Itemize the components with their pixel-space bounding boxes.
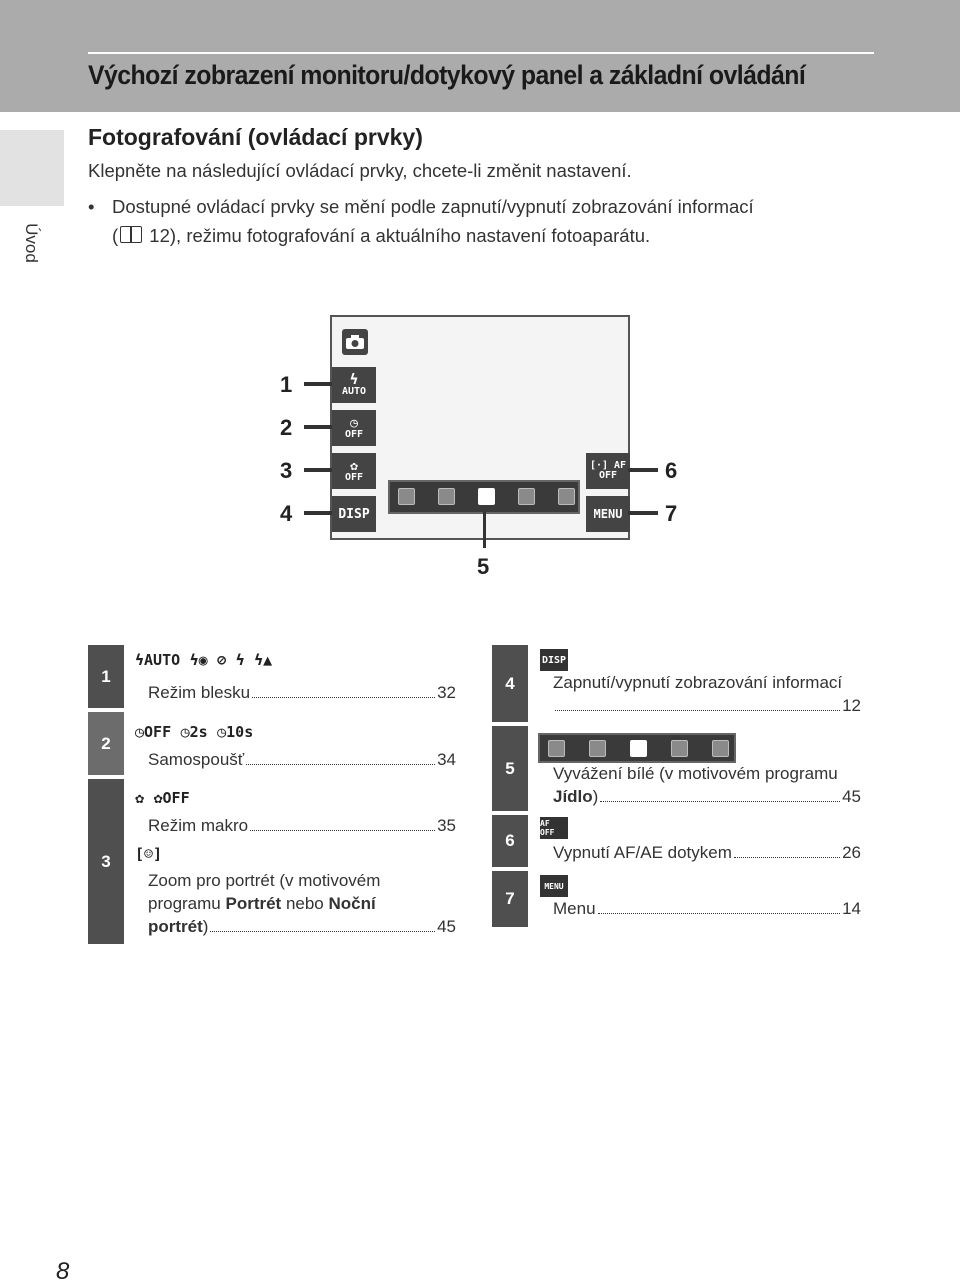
macro-off-icon[interactable]: ✿ OFF — [332, 453, 376, 489]
white-balance-bar — [538, 733, 736, 763]
callout-leader — [628, 468, 658, 472]
self-timer-off-icon[interactable]: ◷ OFF — [332, 410, 376, 446]
macro-icons — [135, 788, 190, 808]
wb-option[interactable] — [438, 488, 455, 505]
disp-entry-label: Zapnutí/vypnutí zobrazování informací — [553, 673, 843, 692]
intro-text: Klepněte na následující ovládací prvky, chcete-li změnit nastavení. — [88, 160, 632, 181]
bullet-line-2: ( 12), režimu fotografování a aktuálního nastavení fotoaparátu. — [112, 225, 651, 246]
side-tab — [0, 130, 64, 206]
callout-2: 2 — [280, 415, 293, 440]
bullet-dot: • — [88, 196, 95, 217]
callout-leader — [628, 511, 658, 515]
callout-4: 4 — [280, 501, 293, 526]
callout-1: 1 — [280, 372, 293, 397]
row-number: 5 — [492, 726, 528, 811]
menu-icon[interactable]: MENU — [586, 496, 630, 532]
white-balance-bar — [388, 480, 580, 514]
camera-monitor-diagram — [330, 315, 630, 540]
callout-leader — [304, 511, 332, 515]
menu-icon: MENU — [540, 875, 568, 897]
wb-option[interactable] — [518, 488, 535, 505]
self-timer-off-icon: ◷OFF — [135, 723, 172, 741]
wb-option-selected[interactable] — [478, 488, 495, 505]
callout-leader — [304, 425, 332, 429]
wb-entry-page: Jídlo ) 45 — [553, 787, 861, 806]
portrait-zoom-line-2: programu Portrét nebo Noční — [148, 894, 376, 913]
flash-slow-sync-icon: ϟ▲ — [254, 651, 273, 669]
wb-option[interactable] — [398, 488, 415, 505]
flash-mode-icons — [135, 650, 272, 670]
portrait-zoom-icon: [☺] — [135, 845, 163, 863]
chapter-title: Výchozí zobrazení monitoru/dotykový panel a základní ovládání — [88, 60, 806, 90]
chapter-header — [0, 0, 960, 112]
disp-entry-page: 12 — [553, 696, 861, 716]
wb-option — [712, 740, 729, 757]
self-timer-icons — [135, 722, 253, 742]
touch-af-off-icon[interactable]: [·] AF OFF — [586, 453, 630, 489]
flash-mode-entry: Režim blesku 32 — [148, 683, 456, 702]
macro-on-icon: ✿ — [135, 789, 145, 807]
wb-option — [548, 740, 565, 757]
callout-7: 7 — [665, 501, 678, 526]
row-number: 6 — [492, 815, 528, 867]
bullet-line-1: Dostupné ovládací prvky se mění podle zapnutí/vypnutí zobrazování informací — [112, 196, 754, 217]
wb-option — [671, 740, 688, 757]
portrait-zoom-entry: portrét ) 45 — [148, 917, 456, 936]
side-tab-label: Úvod — [21, 223, 41, 263]
row-number: 2 — [88, 712, 124, 775]
macro-entry: Režim makro 35 — [148, 816, 456, 835]
disp-icon: DISP — [540, 649, 568, 671]
touch-af-entry: Vypnutí AF/AE dotykem 26 — [553, 843, 861, 862]
flash-fill-icon: ϟ — [235, 651, 245, 669]
flash-auto-icon: ϟAUTO — [135, 651, 181, 669]
wb-entry-label: Vyvážení bílé (v motivovém programu — [553, 764, 838, 783]
callout-3: 3 — [280, 458, 293, 483]
callout-5: 5 — [477, 554, 490, 579]
macro-off-icon: ✿OFF — [153, 789, 190, 807]
wb-option — [589, 740, 606, 757]
page-number: 8 — [56, 1258, 70, 1285]
portrait-zoom-line-1: Zoom pro portrét (v motivovém — [148, 871, 381, 890]
touch-af-off-icon: AF OFF — [540, 817, 568, 839]
section-title: Fotografování (ovládací prvky) — [88, 124, 423, 150]
disp-icon[interactable]: DISP — [332, 496, 376, 532]
camera-icon — [342, 329, 368, 355]
self-timer-10s-icon: ◷10s — [217, 723, 254, 741]
row-number: 3 — [88, 779, 124, 944]
wb-option[interactable] — [558, 488, 575, 505]
row-number: 4 — [492, 645, 528, 722]
callout-leader — [304, 382, 332, 386]
callout-6: 6 — [665, 458, 678, 483]
menu-entry: Menu 14 — [553, 899, 861, 918]
flash-redeye-icon: ϟ◉ — [189, 651, 208, 669]
flash-auto-icon[interactable]: ϟ AUTO — [332, 367, 376, 403]
flash-off-icon: ⊘ — [217, 651, 227, 669]
wb-option-selected — [630, 740, 647, 757]
book-reference-icon — [120, 226, 142, 243]
self-timer-entry: Samospoušť 34 — [148, 750, 456, 769]
row-number: 7 — [492, 871, 528, 927]
row-number: 1 — [88, 645, 124, 708]
callout-leader — [304, 468, 332, 472]
self-timer-2s-icon: ◷2s — [180, 723, 208, 741]
header-rule — [88, 52, 874, 54]
callout-leader — [483, 512, 486, 548]
